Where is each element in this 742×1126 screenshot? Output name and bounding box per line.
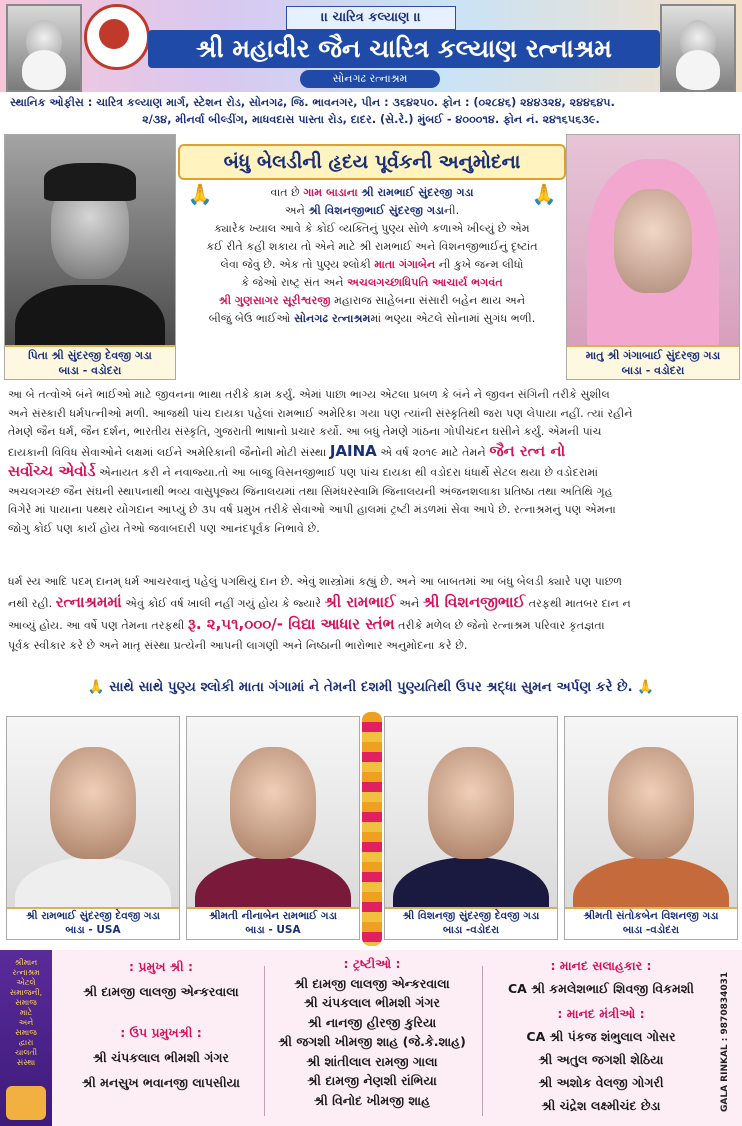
header-right-portrait xyxy=(660,4,736,92)
trustees-column: : ટ્રષ્ટીઓ : શ્રી દામજી લાલજી એન્કરવાલા શ્રી ચંપકલાલ ભીમશી ગંગર શ્રી નાનજી હીરજી કુરિયા શ્રી જગશી ખીમજી શાહ (જે.કે.શાહ) શ્રી શાંતીલાલ રામજી ગાલા શ્રી દામજી નેણશી રાંભિયા શ્રી વિનોદ ખીમજી શાહ xyxy=(278,956,466,1108)
advisors-column: : માનદ સલાહકાર : CA શ્રી કમલેશભાઈ શિવજી વિકમશી : માનદ મંત્રીઓ : CA શ્રી પંકજ શંભુલાલ ગોસર શ્રી અતુલ જગશી શેઠિયા શ્રી અશોક વેલજી ગોગરી શ્રી ચંદ્રેશ લક્ષ્મીચંદ છેડા xyxy=(507,958,695,1113)
header-banner xyxy=(0,0,742,92)
mother-place: બાડા - વડોદરા xyxy=(621,364,685,377)
address-line-2: ૨/૩૪, મીનર્વા બીલ્ડીંગ, માધવદાસ પાસ્તા રોડ, દાદર. (સે.રે.) મુંબઈ - ૪૦૦૦૧૪. ફોન નં. ૨૪૧૬૫૬૩૯. xyxy=(142,113,600,126)
intro-text: વાત છે ગામ બાડાના શ્રી રામભાઈ સુંદરજી ગડા અને શ્રી વિશનજીભાઈ સુંદરજી ગડાની. ક્યારેક ખ્યાલ આવે કે કોઈ વ્યક્તિનું પુણ્ય સોળે કળાએ ખીલ્યું છે એમ કઈ રીતે કહી શકાય તો એને માટે શ્રી રામભાઈ અને વિશનજીભાઈનું દૃષ્ટાંત લેવા જેવું છે. એક તો પુણ્ય શ્લોકી માતા ગંગાબેન ની કુખે જન્મ લીધો કે જેઓ રાષ્ટ્ર સંત અને અચલગચ્છાધિપતિ આચાર્ય ભગવંત શ્રી ગુણસાગર સૂરીશ્વરજી મહારાજ સાહેબના સંસારી બહેન થાય અને બીજું બેઉ ભાઈઓ સોનગઢ રત્નાશ્રમમાં ભણ્યા એટલે સોનામાં સુગંધ ભળી. xyxy=(206,186,538,325)
person-photo-ninaben: શ્રીમતી નીનાબેન રામભાઈ ગડા બાડા - USA xyxy=(186,716,360,940)
side-strip: શ્રીમાન રત્નાશ્રમ એટલે સમાજની, સમાજ માટે અને સમાજ દ્વારા ચાલતી સંસ્થા xyxy=(0,950,52,1126)
folded-hands-icon: 🙏 xyxy=(637,679,655,695)
person-photo-santokben: શ્રીમતી સંતોકબેન વિશનજી ગડા બાડા -વડોદરા xyxy=(564,716,738,940)
column-divider xyxy=(482,966,483,1116)
story-paragraph: આ બે તત્વોએ બંને ભાઈઓ માટે જીવનના ભાથા તરીકે કામ કર્યું. એમાં પાછા ભાગ્ય એટલા પ્રબળ કે બંને ને જીવન સંગિની તરીકે સુશીલ અને સંસ્કારી ધર્મપત્નીઓ મળી. આજથી પાંચ દાયકા પહેલાં રામભાઈ અમેરિકા ગયા પણ ત્યાંની સંસ્કૃતિથી જરા પણ લેપાયા નહીં. ત્યાં રહીને તેમણે જૈન ધર્મ, જૈન દર્શન, ભારતીય સંસ્કૃતિ, ગુજરાતી ભાષાનો પ્રચાર કર્યો. આ બધું તેમણે ગાંઠના ગોપીચંદન ઘસીને કર્યું. એમની પાંચ દાયકાની વિવિધ સેવાઓને લક્ષમાં લઈને અમેરિકાની જૈનોની મોટી સંસ્થા JAINA એ વર્ષ ૨૦૧૯ માટે તેમને જૈન રત્ન નો સર્વોચ્ચ એવોર્ડ એનાયત કરી ને નવાજ્યા.તો આ બાજુ વિસનજીભાઈ પણ પાંચ દાયકા થી વડોદરા ધંધાર્થે સેટલ થયા છે વડોદરામાં અચલગચ્છ જૈન સંઘની સ્થાપનાથી ભવ્ય વાસુપૂજ્ય જિનાલયમાં તથા સિમંધરસ્વામિ જિનાલયની અંજનશલાકા પ્રતિષ્ઠા તથા અતિથિ ગૃહ વિગેરે માં પાયાના પથ્થર યોગદાન આપ્યું છે ૩૫ વર્ષ પ્રમુખ તરીકે સેવાઓ આપી હાલમાં ટ્રષ્ટી મંડળમાં સેવા આપે છે. રત્નાશ્રમનું પણ એમના જોગુ કોઈ પણ કાર્ય હોય તેઓ જવાબદારી પણ આનંદપૂર્વક નિભાવે છે. xyxy=(8,388,633,535)
address-line-1: સ્થાનિક ઓફીસ : ચારિત્ર કલ્યાણ માર્ગ, સ્ટેશન રોડ, સોનગઢ, જિ. ભાવનગર, પીન : ૩૬૪૨૫૦. ફોન : (૦૨૮૪૬) ૨૪૪૩૨૪, ૨૪૪૬૪૫. xyxy=(10,96,615,109)
institution-subtitle: સોનગઢ રત્નાશ્રમ xyxy=(300,70,440,88)
headline: બંધુ બેલડીની હૃદય પૂર્વકની અનુમોદના xyxy=(178,144,566,180)
folded-hands-icon: 🙏 xyxy=(87,679,105,695)
deity-image xyxy=(6,1086,46,1120)
institution-logo xyxy=(84,4,150,70)
father-name: પિતા શ્રી સુંદરજી દેવજી ગડા xyxy=(28,349,152,362)
person-photo-vishanji: શ્રી વિશનજી સુંદરજી દેવજી ગડા બાડા -વડોદરા xyxy=(384,716,558,940)
tribute-line: 🙏 સાથે સાથે પુણ્ય શ્લોકી માતા ગંગામાં ને તેમની દશમી પુણ્યતિથી ઉપર શ્રદ્ધા સુમન અર્પણ કરે છે. 🙏 xyxy=(87,679,655,695)
mother-photo xyxy=(566,134,740,380)
address-block xyxy=(10,94,732,128)
folded-hands-icon: 🙏 xyxy=(187,182,213,206)
mother-name: માતુ શ્રી ગંગાબાઈ સુંદરજી ગડા xyxy=(585,349,721,362)
designer-credit: GALA RINKAL : 9870834031 xyxy=(720,971,730,1112)
mother-caption xyxy=(567,345,739,379)
flower-garland xyxy=(362,712,382,946)
president-column: : પ્રમુખ શ્રી : શ્રી દામજી લાલજી એન્કરવાલા : ઉપ પ્રમુખશ્રી : શ્રી ચંપકલાલ ભીમશી ગંગર શ્રી મનસુખ ભવાનજી લાપસીયા xyxy=(82,959,240,1090)
father-place: બાડા - વડોદરા xyxy=(58,364,122,377)
folded-hands-icon: 🙏 xyxy=(531,182,557,206)
person-photo-ramabhai: શ્રી રામભાઈ સુંદરજી દેવજી ગડા બાડા - USA xyxy=(6,716,180,940)
header-left-portrait xyxy=(6,4,82,92)
header-tag: ।। ચારિત્ર કલ્યાણ ।। xyxy=(286,6,456,30)
father-caption xyxy=(5,345,175,379)
donation-paragraph: ધર્મ સ્ય આદિ પદમ્ દાનમ્ ધર્મ આચરવાનું પહેલું પગથિયું દાન છે. એવું શાસ્ત્રોમાં કહ્યું છે. અને આ બાબતમાં આ બંધુ બેલડી ક્યારે પણ પાછળ નથી રહી. રત્નાશ્રમમાં એવું કોઈ વર્ષ ખાલી નહીં ગયું હોય કે જ્યારે શ્રી રામભાઈ અને શ્રી વિશનજીભાઈ તરફથી માતબર દાન ન આવ્યું હોય. આ વર્ષે પણ તેમના તરફથી રૂ. ૨,૫૧,૦૦૦/- વિદ્યા આધાર સ્તંભ તરીકે મળેલ છે જેનો રત્નાશ્રમ પરિવાર કૃતજ્ઞતા પૂર્વક સ્વીકાર કરે છે અને માતૃ સંસ્થા પ્રત્યેની આપની લાગણી અને નિષ્ઠાની ભારોભાર અનુમોદના કરે છે. xyxy=(8,575,631,652)
father-photo xyxy=(4,134,176,380)
institution-title: શ્રી મહાવીર જૈન ચારિત્ર કલ્યાણ રત્નાશ્રમ xyxy=(148,30,660,68)
